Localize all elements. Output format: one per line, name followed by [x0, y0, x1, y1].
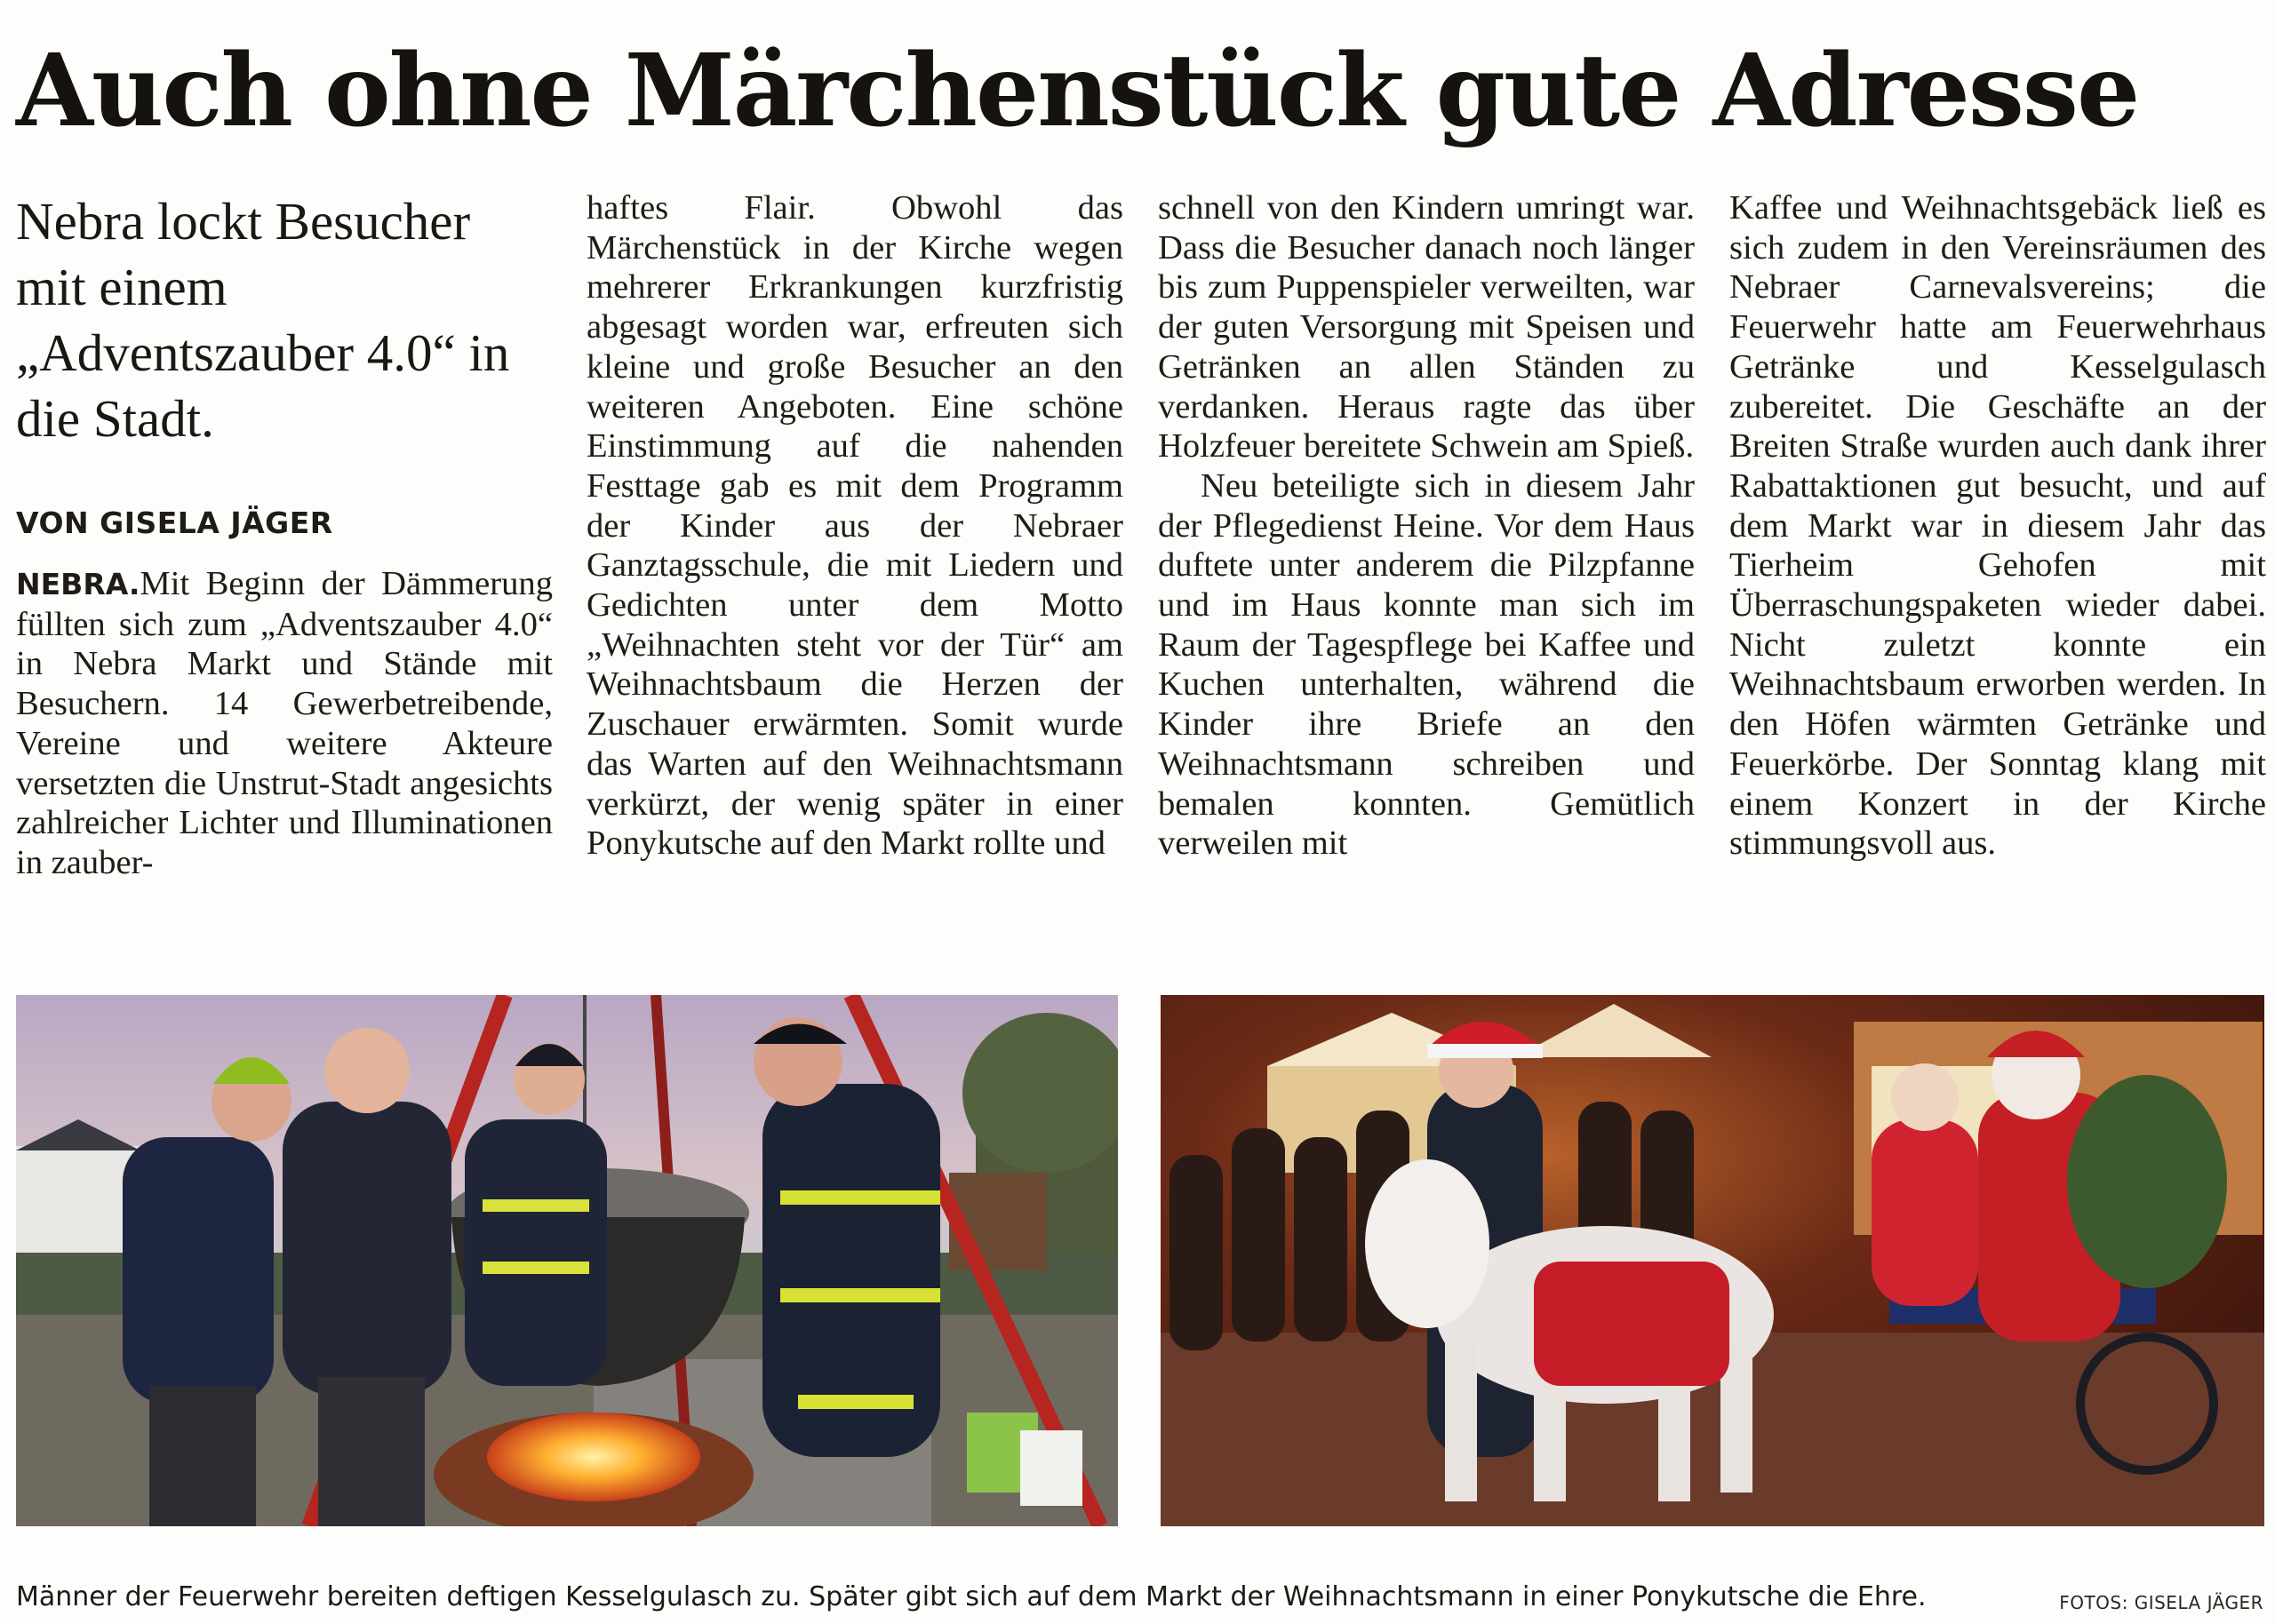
article-column-1: [16, 188, 553, 883]
photo-caption: Männer der Feuerwehr bereiten deftigen Kesselgulasch zu. Später gibt sich auf dem Markt der Weihnachtsmann in einer Ponykutsche die Ehre.: [16, 1581, 1927, 1612]
column-3-paragraph-1: schnell von den Kindern umringt war. Dass die Besucher danach noch länger bis zum Puppenspieler verweilten, war der guten Versorgung mit Speisen und Getränken an allen Ständen zu verdanken. Heraus ragte das über Holzfeuer bereitete Schwein am Spieß.: [1158, 189, 1695, 466]
photo-santa-ponycarriage-image: [1161, 995, 2264, 1526]
photo-santa-ponycarriage: [1161, 995, 2264, 1526]
photo-credit: FOTOS: GISELA JÄGER: [2059, 1592, 2263, 1613]
photo-firefighters-kettle: [16, 995, 1118, 1526]
byline: VON GISELA JÄGER: [16, 506, 333, 540]
article-column-4: [1729, 188, 2266, 864]
photo-firefighters-kettle-image: [16, 995, 1118, 1526]
dateline: NEBRA.: [16, 567, 140, 601]
article-column-2: [587, 188, 1123, 864]
lead-text: Mit Beginn der Dämmerung füllten sich zum „Adventszauber 4.0“ in Nebra Markt und Stände mit Besuchern. 14 Gewerbetreibende, Vereine und weitere Akteure versetzten die Unstrut-Stadt angesichts zahlreicher Lichter und Illuminationen in zauber-: [16, 565, 553, 881]
column-2-text: haftes Flair. Obwohl das Märchenstück in der Kirche wegen mehrerer Erkrankungen kurzfristig abgesagt worden war, erfreuten sich kleine und große Besucher an den weiteren Angeboten. Eine schöne Einstimmung auf die nahenden Festtage gab es mit dem Programm der Kinder aus der Nebraer Ganztagsschule, die mit Liedern und Gedichten unter dem Motto „Weihnachten steht vor der Tür“ am Weihnachtsbaum die Herzen der Zuschauer erwärmten. Somit wurde das Warten auf den Weihnachtsmann verkürzt, der wenig später in einer Ponykutsche auf den Markt rollte und: [587, 189, 1123, 863]
column-4-text: Kaffee und Weihnachtsgebäck ließ es sich zudem in den Vereinsräumen des Nebraer Carnevalsvereins; die Feuerwehr hatte am Feuerwehrhaus Getränke und Kesselgulasch zubereitet. Die Geschäfte an der Breiten Straße wurden auch dank ihrer Rabattaktionen gut besucht, und auf dem Markt war in diesem Jahr das Tierheim Gehofen mit Überraschungspaketen wieder dabei. Nicht zuletzt konnte ein Weihnachtsbaum erworben werden. In den Höfen wärmten Getränke und Feuerkörbe. Der Sonntag klang mit einem Konzert in der Kirche stimmungsvoll aus.: [1729, 189, 2266, 863]
column-3-paragraph-2: Neu beteiligte sich in diesem Jahr der Pflegedienst Heine. Vor dem Haus duftete unter anderem die Pilzpfanne und im Haus konnte man sich im Raum der Tagespflege bei Kaffee und Kuchen unterhalten, während die Kinder ihre Briefe an den Weihnachtsmann schreiben und bemalen konnten. Gemütlich verweilen mit: [1158, 466, 1695, 863]
headline: Auch ohne Märchenstück gute Adresse: [16, 33, 2139, 149]
lead-paragraph: [16, 564, 553, 883]
subheadline: Nebra lockt Besucher mit einem „Adventszauber 4.0“ in die Stadt.: [16, 192, 510, 448]
article-column-3: [1158, 188, 1695, 864]
